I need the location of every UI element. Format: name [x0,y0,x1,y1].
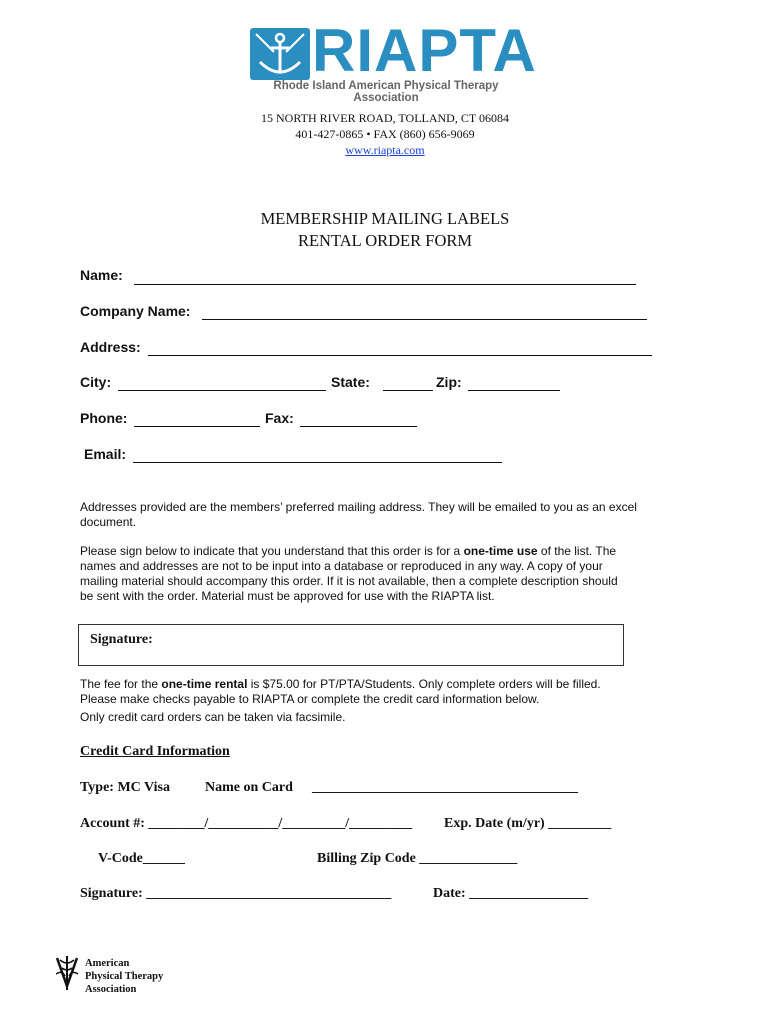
cc-date-field[interactable]: Date: _________________ [433,886,589,901]
state-label: State: [331,374,370,390]
form-title-line2: RENTAL ORDER FORM [297,231,473,250]
exp-date-field[interactable]: Exp. Date (m/yr) _________ [444,816,612,831]
credit-card-heading: Credit Card Information [80,744,230,759]
apta-line2: Physical Therapy [85,971,164,982]
fee-text-start: The fee for the [80,677,162,691]
zip-field[interactable] [468,390,560,391]
address-field[interactable] [148,355,652,356]
fee-text-bold: one-time rental [161,677,248,691]
company-label: Company Name: [80,303,191,319]
form-title-line1: MEMBERSHIP MAILING LABELS [260,209,510,228]
fee-paragraph [80,677,620,707]
state-field[interactable] [383,390,433,391]
usage-paragraph [80,544,632,604]
signature-box[interactable] [78,624,624,666]
apta-line1: American [85,958,130,969]
signature-box-label: Signature: [90,632,153,647]
billing-zip-field[interactable]: Billing Zip Code ______________ [317,851,518,866]
city-field[interactable] [118,390,326,391]
logo-subtitle: Rhode Island American Physical Therapy Association [273,80,499,104]
apta-logo-icon [56,956,78,990]
email-field[interactable] [133,462,502,463]
cc-signature-field[interactable]: Signature: ___________________________________ [80,886,392,901]
website-link[interactable]: www.riapta.com [345,143,425,157]
fee-text-end: is $75.00 for PT/PTA/Students. Only complete orders will be filled. Please make checks payable to RIAPTA or complete the credit card information below. [80,677,601,706]
phone-label: Phone: [80,410,128,426]
logo-text: RIAPTA [312,17,537,84]
name-label: Name: [80,267,123,283]
zip-label: Zip: [436,374,462,390]
name-on-card-label: Name on Card [205,780,293,795]
address-line: 15 NORTH RIVER ROAD, TOLLAND, CT 06084 [261,111,509,125]
city-label: City: [80,374,112,390]
apta-line3: Association [85,984,137,995]
phone-line: 401-427-0865 • FAX (860) 656-9069 [295,127,475,141]
fax-label: Fax: [265,410,294,426]
name-on-card-field[interactable]: ______________________________________ [312,780,578,795]
address-label: Address: [80,339,141,355]
name-field[interactable] [134,284,636,285]
phone-field[interactable] [134,426,260,427]
addresses-paragraph: Addresses provided are the members’ preferred mailing address. They will be emailed to you as an excel document. [80,500,637,529]
usage-text-bold: one-time use [463,544,538,558]
usage-text-start: Please sign below to indicate that you understand that this order is for a [80,544,464,558]
company-field[interactable] [202,319,647,320]
fax-field[interactable] [300,426,417,427]
vcode-field[interactable]: V-Code______ [98,851,185,866]
usage-text-end: of the list. The names and addresses are not to be input into a database or reproduced in any way. A copy of your mailing material should accompany this order. If it is not available, then a complete description should be sent with the order. Material must be approved for use with the RIAPTA list. [80,544,618,603]
card-type-label: Type: MC Visa [80,780,170,795]
riapta-logo-mark [250,28,310,80]
account-number-field[interactable]: Account #: ________/__________/_________/_________ [80,816,413,831]
email-label: Email: [84,446,127,462]
fax-note: Only credit card orders can be taken via facsimile. [80,710,346,724]
apta-name [85,957,163,996]
anchor-icon [250,28,310,80]
